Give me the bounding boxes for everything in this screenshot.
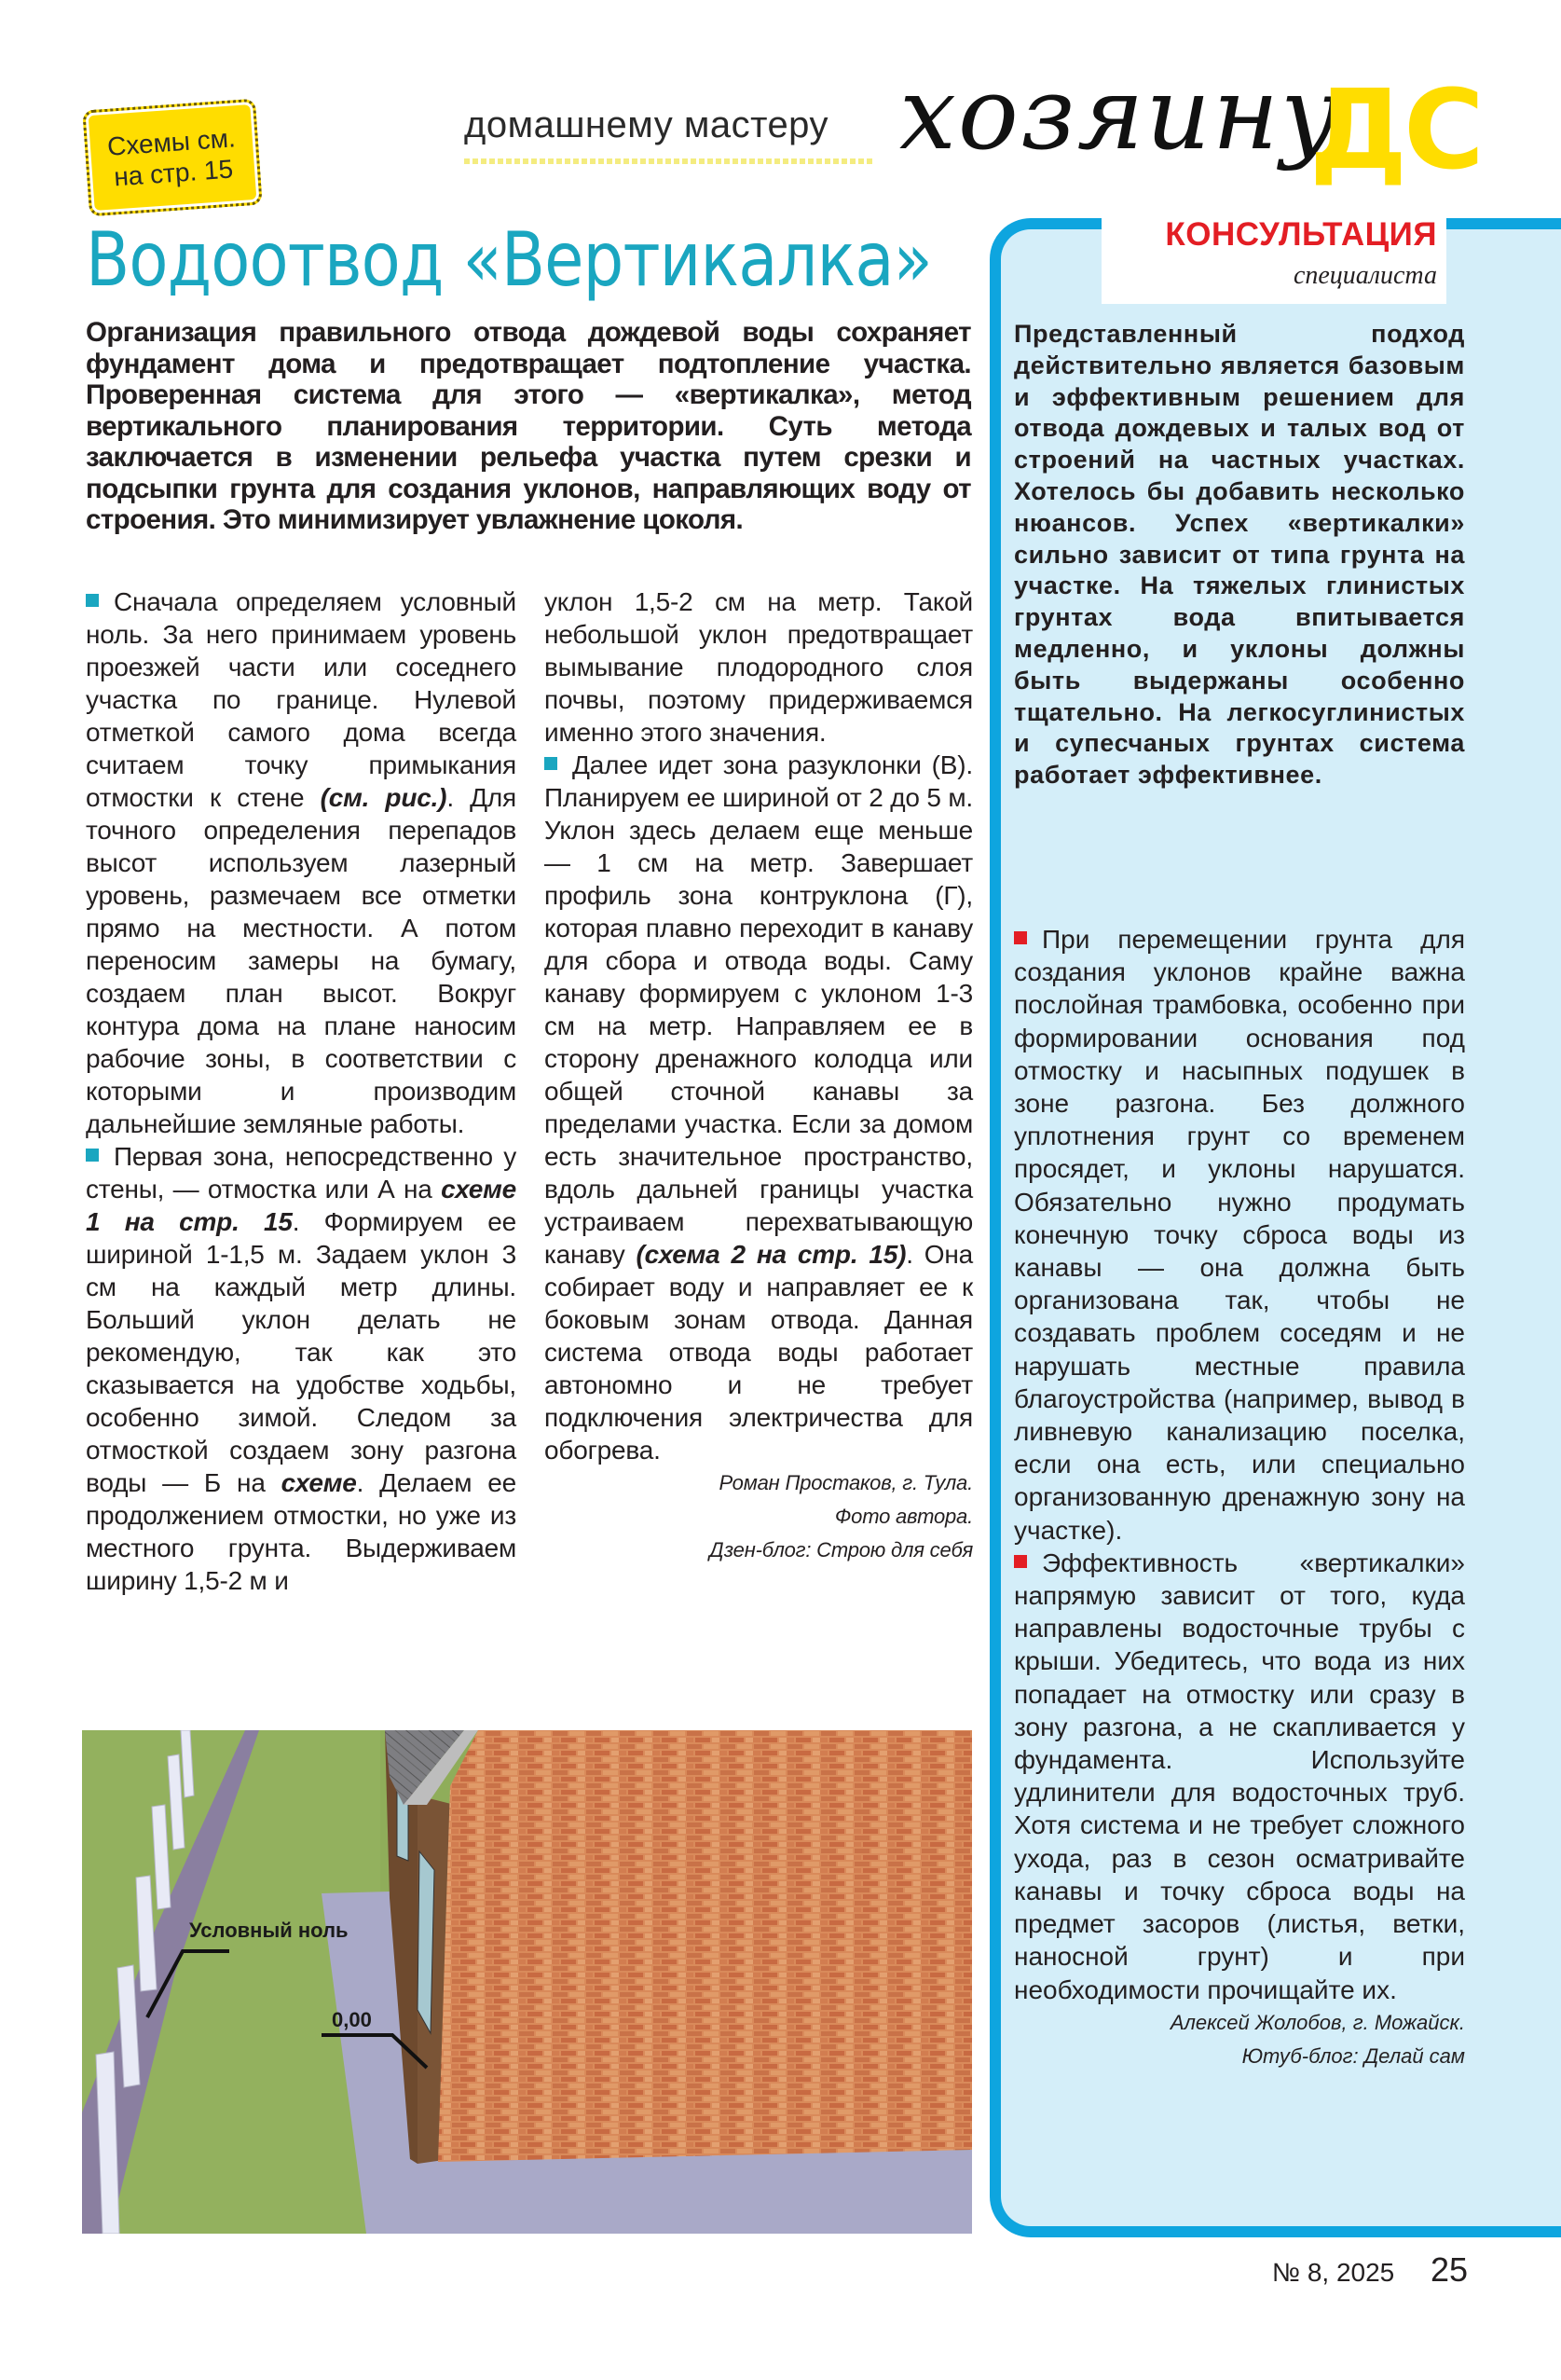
page-reference-sticker xyxy=(82,99,262,217)
paragraph: уклон 1,5-2 см на метр. Такой небольшой уклон предотвращает вымывание плодородного слоя почвы, поэтому придерживаемся именно этого значения. xyxy=(544,587,973,747)
sticker-line-2: на стр. 15 xyxy=(113,154,235,192)
sticker-line-1: Схемы см. xyxy=(106,123,237,161)
article-column-1 xyxy=(86,585,516,1597)
article-column-2 xyxy=(544,585,973,1567)
page-number: 25 xyxy=(1431,2250,1469,2289)
paragraph: Далее идет зона разуклонки (В). Планируем ее шириной от 2 до 5 м. Уклон здесь делаем еще меньше — 1 см на метр. Завершает профиль зона контруклона (Г), которая плавно переходит в канаву для сбора и отвода воды. Саму канаву формируем с уклоном 1-3 см на метр. Направляем ее в сторону дренажного колодца или общей сточной канавы за пределами участка. Если за домом есть значительное пространство, вдоль дальней границы участка устраиваем перехватывающую канаву (схема 2 на стр. 15). Она собирает воду и направляет ее к боковым зонам отвода. Данная система отвода воды работает автономно и не требует подключения электричества для обогрева. xyxy=(544,750,973,1465)
scheme-reference: (схема 2 на стр. 15) xyxy=(636,1240,907,1269)
article-title: Водоотвод «Вертикалка» xyxy=(86,216,932,303)
section-subtitle: домашнему мастеру xyxy=(464,104,828,145)
consultation-lead: Представленный подход действительно является базовым и эффективным решением для отвода дождевых и талых вод от строений на частных участках. Хотелось бы добавить несколько нюансов. Успех «вертикалки» сильно зависит от типа грунта на участке. На тяжелых глинистых грунтах вода впитывается медленно, и уклоны должны быть выдержаны особенно тщательно. На легкосуглинистых и супесчаных грунтах система работает эффективнее. xyxy=(1014,320,1465,790)
consultation-body xyxy=(1014,923,1465,2073)
label-conditional-zero: Условный ноль xyxy=(189,1919,349,1942)
article-lead: Организация правильного отвода дождевой воды сохраняет фундамент дома и предотвращает подтопление участка. Проверенная система для этого — «вертикалка», метод вертикального планирования территории. Суть метода заключается в изменении рельефа участка путем срезки и подсыпки грунта для создания уклонов, направляющих воду от строения. Это минимизирует увлажнение цоколя. xyxy=(86,317,971,535)
bullet-square-icon xyxy=(544,757,557,770)
scheme-reference: схеме xyxy=(281,1468,357,1497)
expert-blog: Ютуб-блог: Делай сам xyxy=(1241,2043,1465,2068)
consultation-subtitle: специалиста xyxy=(1293,261,1437,290)
section-title: хозяину xyxy=(899,56,1341,172)
magazine-logo: ДС xyxy=(1309,65,1481,194)
paragraph: Первая зона, непосредственно у стены, — отмостка или А на схеме 1 на стр. 15. Формируем ее шириной 1-1,5 м. Задаем уклон 3 см на каждый метр длины. Больший уклон делать не рекомендую, так как это сказывается на удобстве ходьбы, особенно зимой. Следом за отмосткой создаем зону разгона воды — Б на схеме. Делаем ее продолжением отмостки, но уже из местного грунта. Выдерживаем ширину 1,5-2 м и xyxy=(86,1142,517,1595)
section-subtitle-underline xyxy=(464,158,874,164)
article-byline xyxy=(544,1466,973,1567)
bullet-square-icon xyxy=(86,1149,99,1162)
label-zero-mark: 0,00 xyxy=(332,2008,372,2031)
issue-number: № 8, 2025 xyxy=(1272,2258,1395,2287)
consultation-byline xyxy=(1014,2006,1465,2073)
author-name: Роман Простаков, г. Тула. xyxy=(719,1471,973,1494)
bullet-square-icon xyxy=(86,594,99,607)
figure-reference: (см. рис.) xyxy=(320,783,447,812)
bullet-square-icon xyxy=(1014,1555,1027,1568)
paragraph: При перемещении грунта для создания уклонов крайне важна послойная трамбовка, особенно при формировании основания под отмостку и насыпных подушек в зоне разгона. Без должного уплотнения грунт со временем просядет, и уклоны нарушатся. Обязательно нужно продумать конечную точку сброса воды из канавы — она должна быть организована так, чтобы не создавать проблем соседям и не нарушать местные правила благоустройства (например, вывод в ливневую канализацию поселка, если она есть, или специально организованную дренажную зону на участке). xyxy=(1014,925,1465,1545)
expert-name: Алексей Жолобов, г. Можайск. xyxy=(1170,2010,1465,2034)
author-blog: Дзен-блог: Строю для себя xyxy=(709,1538,973,1561)
photo-credit: Фото автора. xyxy=(834,1505,973,1528)
scheme-reference: схеме 1 на стр. 15 xyxy=(86,1175,516,1236)
consultation-title: КОНСУЛЬТАЦИЯ xyxy=(1165,216,1437,253)
yard-drainage-illustration xyxy=(82,1730,972,2234)
paragraph: Эффективность «вертикалки» напрямую зависит от того, куда направлены водосточные трубы с крыши. Убедитесь, что вода из них попадает на отмостку или сразу в зону разгона, а не скапливается у фундамента. Используйте удлинители для водосточных труб. Хотя система и не требует сложного ухода, раз в сезон осматривайте канавы и точку сброса воды на предмет засоров (листья, ветки, наносной грунт) и при необходимости прочищайте их. xyxy=(1014,1548,1465,2004)
paragraph: Сначала определяем условный ноль. За него принимаем уровень проезжей части или соседнего участка по границе. Нулевой отметкой самого дома всегда считаем точку примыкания отмостки к стене (см. рис.). Для точного определения перепадов высот используем лазерный уровень, размечаем все отметки прямо на местности. А потом переносим замеры на бумагу, создаем план высот. Вокруг контура дома на плане наносим рабочие зоны, в соответствии с которыми и производим дальнейшие земляные работы. xyxy=(86,587,516,1138)
bullet-square-icon xyxy=(1014,931,1027,944)
